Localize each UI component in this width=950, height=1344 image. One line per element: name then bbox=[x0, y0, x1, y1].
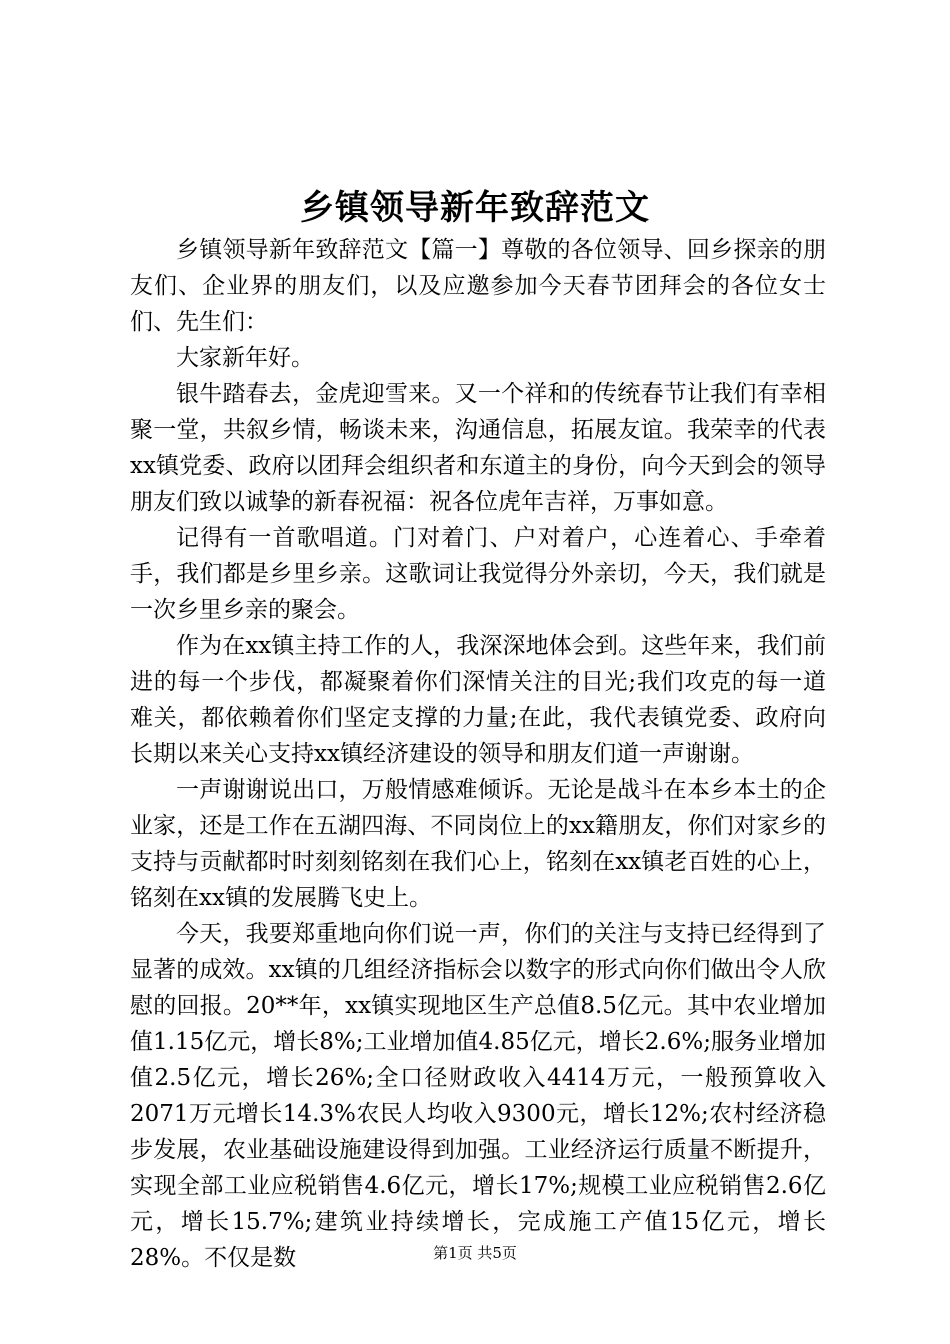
document-body bbox=[130, 232, 826, 1276]
paragraph: 今天，我要郑重地向你们说一声，你们的关注与支持已经得到了显著的成效。xx镇的几组经济指标会以数字的形式向你们做出令人欣慰的回报。20**年，xx镇实现地区生产总值8.5亿元。其中农业增加值1.15亿元，增长8%;工业增加值4.85亿元，增长2.6%;服务业增加值2.5亿元，增长26%;全口径财政收入4414万元，一般预算收入2071万元增长14.3%农民人均收入9300元，增长12%;农村经济稳步发展，农业基础设施建设得到加强。工业经济运行质量不断提升，实现全部工业应税销售4.6亿元，增长17%;规模工业应税销售2.6亿元，增长15.7%;建筑业持续增长，完成施工产值15亿元，增长28%。不仅是数 bbox=[130, 921, 826, 1271]
document-title: 乡镇领导新年致辞范文 bbox=[300, 188, 650, 228]
paragraph: 一声谢谢说出口，万般情感难倾诉。无论是战斗在本乡本土的企业家，还是工作在五湖四海、不同岗位上的xx籍朋友，你们对家乡的支持与贡献都时时刻刻铭刻在我们心上，铭刻在xx镇老百姓的心上，铭刻在xx镇的发展腾飞史上。 bbox=[130, 777, 826, 911]
page-footer: 第1页 共5页 bbox=[433, 1244, 517, 1262]
paragraph: 作为在xx镇主持工作的人，我深深地体会到。这些年来，我们前进的每一个步伐，都凝聚着你们深情关注的目光;我们攻克的每一道难关，都依赖着你们坚定支撑的力量;在此，我代表镇党委、政府向长期以来关心支持xx镇经济建设的领导和朋友们道一声谢谢。 bbox=[130, 633, 826, 767]
paragraph: 银牛踏春去，金虎迎雪来。又一个祥和的传统春节让我们有幸相聚一堂，共叙乡情，畅谈未来，沟通信息，拓展友谊。我荣幸的代表xx镇党委、政府以团拜会组织者和东道主的身份，向今天到会的领导朋友们致以诚挚的新春祝福：祝各位虎年吉祥，万事如意。 bbox=[130, 381, 826, 515]
paragraph: 乡镇领导新年致辞范文【篇一】尊敬的各位领导、回乡探亲的朋友们、企业界的朋友们，以及应邀参加今天春节团拜会的各位女士们、先生们： bbox=[130, 237, 826, 335]
paragraph: 记得有一首歌唱道。门对着门、户对着户，心连着心、手牵着手，我们都是乡里乡亲。这歌词让我觉得分外亲切，今天，我们就是一次乡里乡亲的聚会。 bbox=[130, 525, 826, 623]
paragraph: 大家新年好。 bbox=[176, 345, 314, 371]
